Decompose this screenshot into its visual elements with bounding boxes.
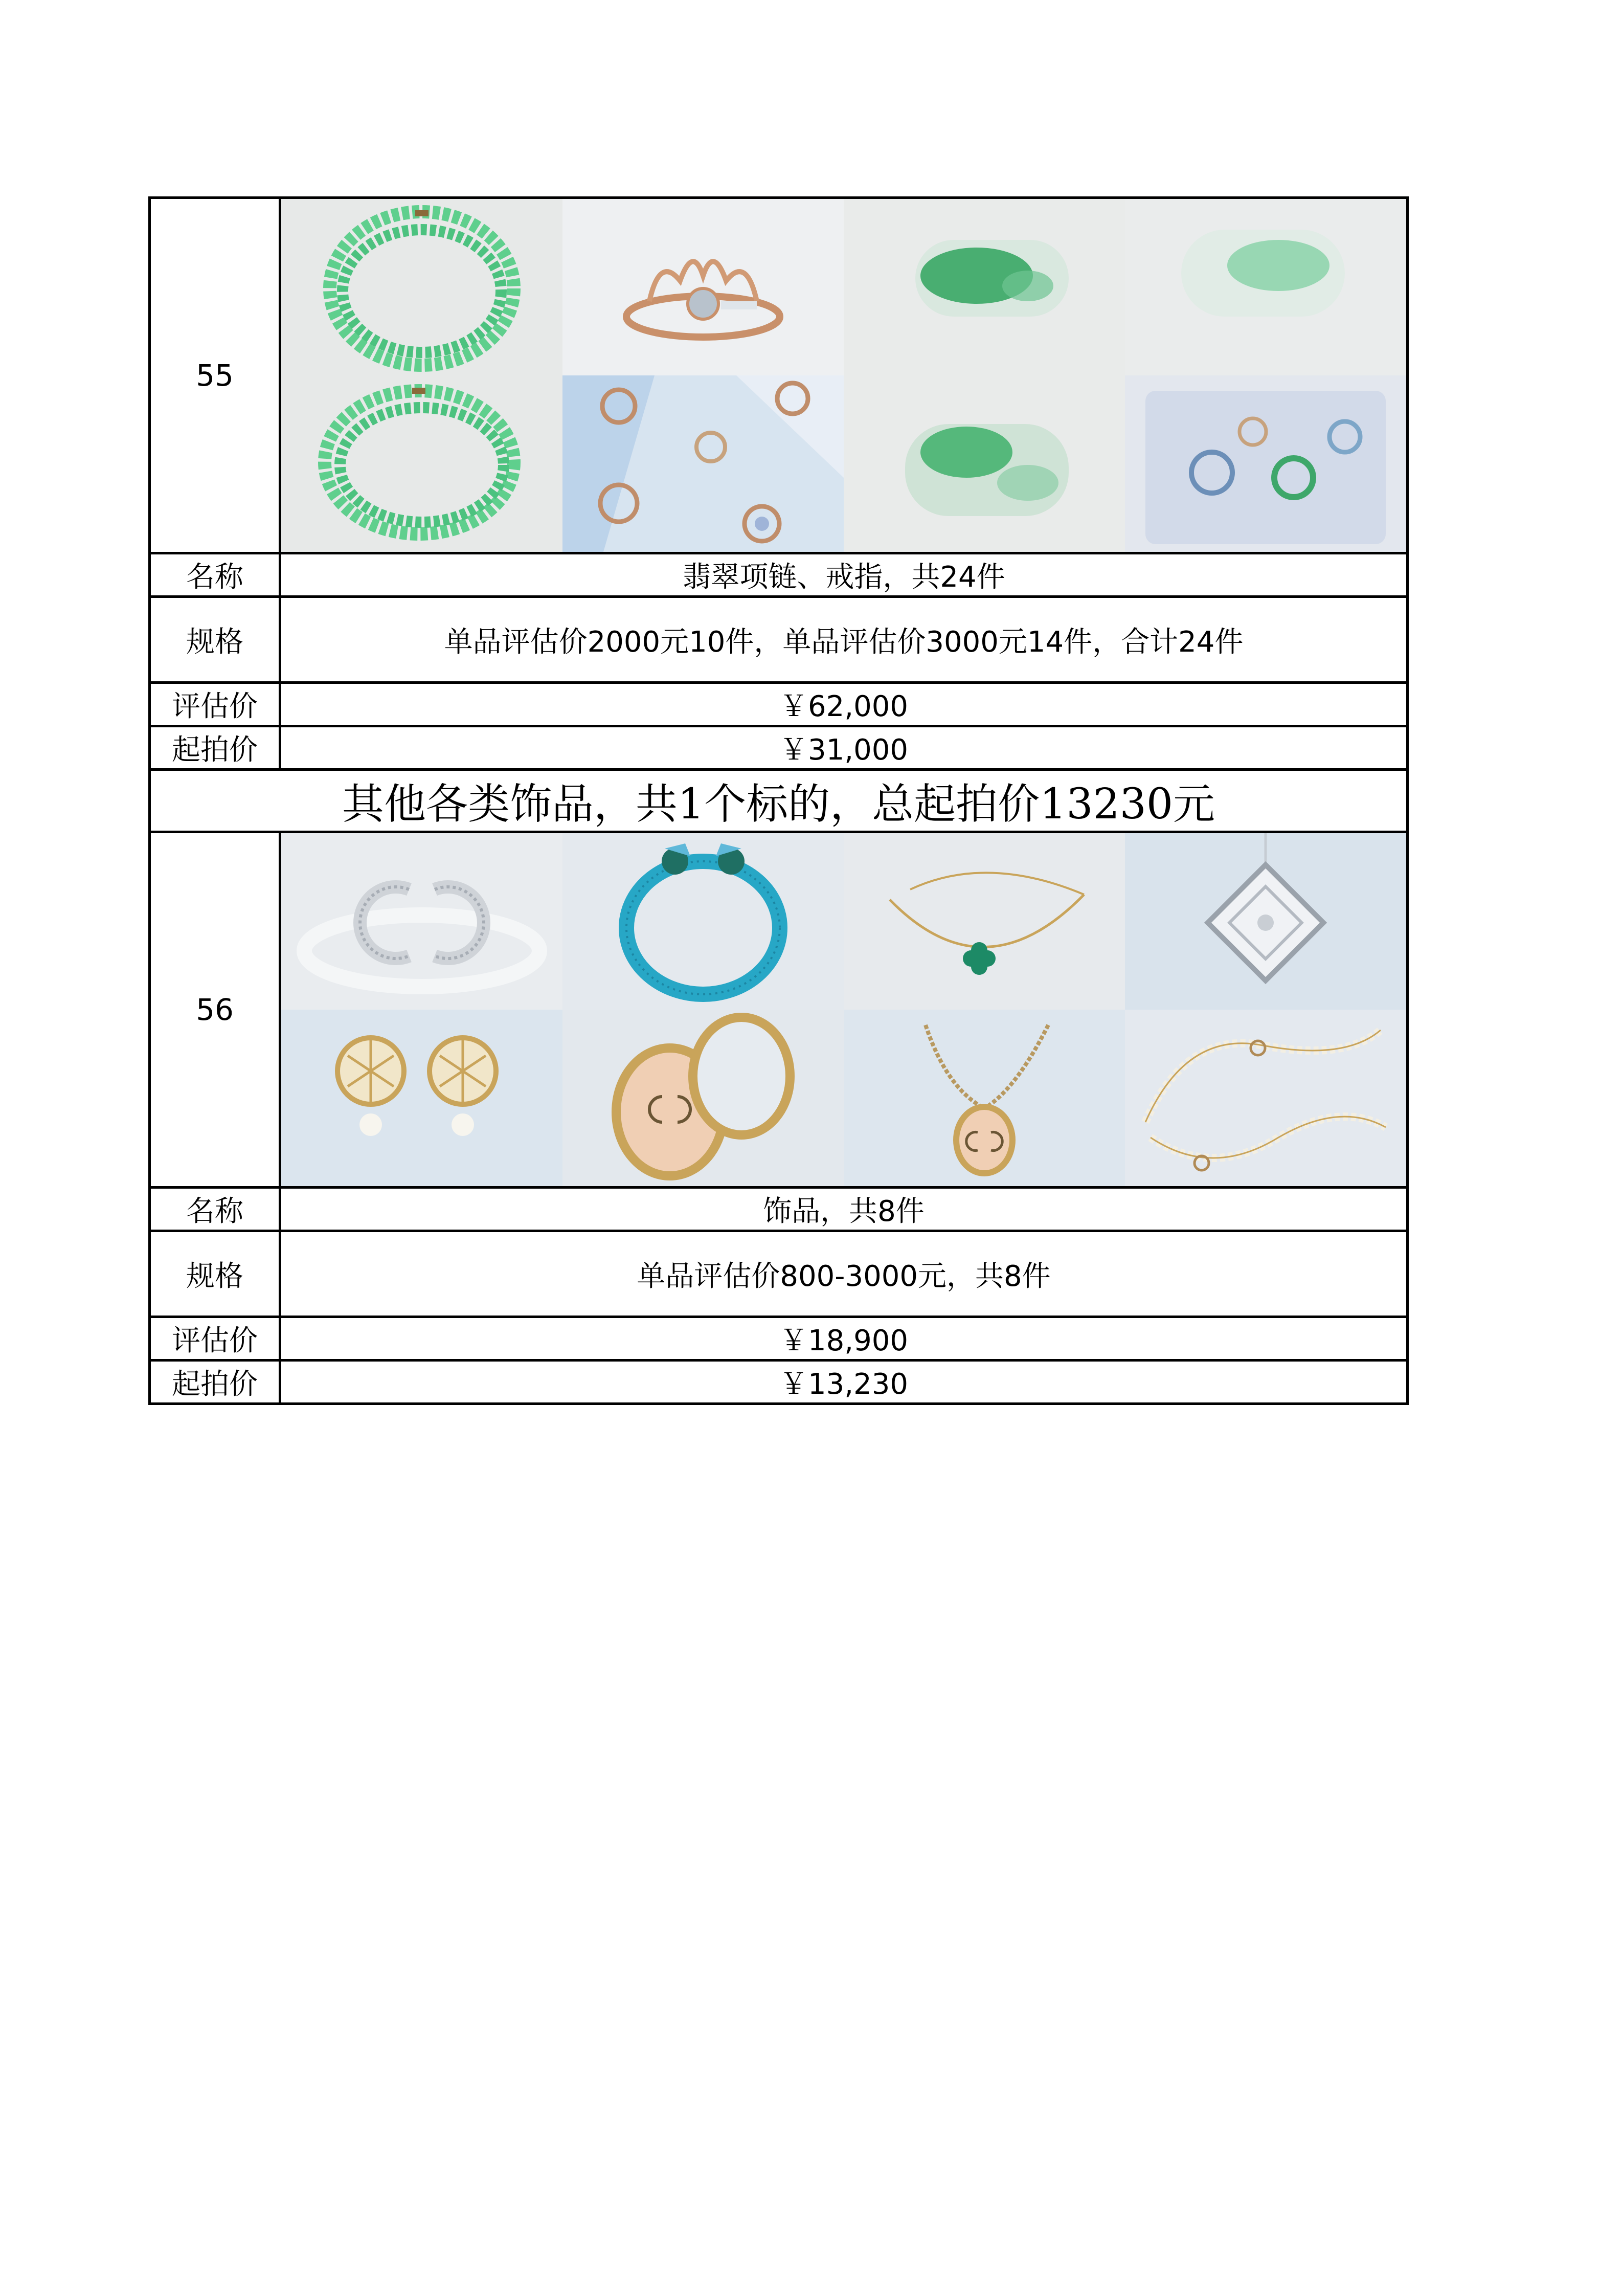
- lot-55-photo-row: [150, 198, 1408, 553]
- appraisal-label: 评估价: [150, 1317, 280, 1361]
- photo-oval-cc-earrings[interactable]: [562, 1010, 844, 1186]
- pearl-necklace-icon: [1125, 1010, 1406, 1186]
- photo-grid-cell: [280, 198, 1408, 553]
- appraisal-value: ￥18,900: [280, 1317, 1408, 1361]
- photo-assorted-rings[interactable]: [562, 375, 844, 552]
- photo-grid: [281, 833, 1406, 1186]
- photo-grid-cell: [280, 832, 1408, 1188]
- jade-bead-necklace-icon: [281, 199, 562, 375]
- lot-55-name-row: [150, 553, 1408, 597]
- photo-jade-bead-necklace[interactable]: [281, 199, 562, 375]
- spec-value: 单品评估价800-3000元，共8件: [280, 1231, 1408, 1317]
- jade-bead-necklace-icon: [281, 375, 562, 552]
- spec-label: 规格: [150, 597, 280, 683]
- pearl-earrings-icon: [281, 1010, 562, 1186]
- lot-number: 56: [150, 832, 280, 1188]
- name-label: 名称: [150, 553, 280, 597]
- cc-ring-icon: [281, 833, 562, 1010]
- auction-sheet: [148, 196, 1406, 1405]
- section-heading-row: [150, 770, 1408, 832]
- photo-diamond-shape-pendant[interactable]: [1125, 833, 1406, 1010]
- photo-green-jade-ring-side[interactable]: [844, 375, 1125, 552]
- photo-pale-jade-ring[interactable]: [1125, 199, 1406, 375]
- lot-56-spec-row: [150, 1231, 1408, 1317]
- photo-cc-logo-ring[interactable]: [281, 833, 562, 1010]
- lot-56-name-row: [150, 1188, 1408, 1231]
- lot-56-start-price-row: [150, 1361, 1408, 1404]
- turquoise-bangle-icon: [562, 833, 844, 1010]
- photo-clover-pendant-necklace[interactable]: [844, 833, 1125, 1010]
- start-price-label: 起拍价: [150, 726, 280, 770]
- photo-pearl-drop-earrings[interactable]: [281, 1010, 562, 1186]
- start-price-value: ￥13,230: [280, 1361, 1408, 1404]
- name-value: 饰品，共8件: [280, 1188, 1408, 1231]
- lot-55-appraisal-row: [150, 683, 1408, 726]
- start-price-label: 起拍价: [150, 1361, 280, 1404]
- bagged-rings-icon: [1125, 375, 1406, 552]
- start-price-value: ￥31,000: [280, 726, 1408, 770]
- lot-56-appraisal-row: [150, 1317, 1408, 1361]
- photo-green-jade-ring[interactable]: [844, 199, 1125, 375]
- lot-55-spec-row: [150, 597, 1408, 683]
- diamond-pendant-icon: [1125, 833, 1406, 1010]
- appraisal-value: ￥62,000: [280, 683, 1408, 726]
- crown-ring-icon: [562, 199, 844, 375]
- spec-label: 规格: [150, 1231, 280, 1317]
- photo-bagged-rings[interactable]: [1125, 375, 1406, 552]
- assorted-rings-icon: [562, 375, 844, 552]
- section-heading: 其他各类饰品，共1个标的，总起拍价13230元: [150, 770, 1408, 832]
- photo-gold-crown-ring[interactable]: [562, 199, 844, 375]
- jade-ring-icon: [1125, 199, 1406, 375]
- cc-pendant-chain-icon: [844, 1010, 1125, 1186]
- appraisal-label: 评估价: [150, 683, 280, 726]
- jade-ring-icon: [844, 375, 1125, 552]
- lot-56-photo-row: [150, 832, 1408, 1188]
- name-label: 名称: [150, 1188, 280, 1231]
- photo-pearl-chain-necklace[interactable]: [1125, 1010, 1406, 1186]
- clover-necklace-icon: [844, 833, 1125, 1010]
- oval-earrings-icon: [562, 1010, 844, 1186]
- lot-number: 55: [150, 198, 280, 553]
- photo-grid: [281, 199, 1406, 552]
- spec-value: 单品评估价2000元10件，单品评估价3000元14件，合计24件: [280, 597, 1408, 683]
- photo-jade-bead-necklace-2[interactable]: [281, 375, 562, 552]
- name-value: 翡翠项链、戒指，共24件: [280, 553, 1408, 597]
- photo-turquoise-bangle[interactable]: [562, 833, 844, 1010]
- lot-55-start-price-row: [150, 726, 1408, 770]
- jade-ring-icon: [844, 199, 1125, 375]
- auction-table: [148, 196, 1409, 1405]
- photo-cc-pendant-chain[interactable]: [844, 1010, 1125, 1186]
